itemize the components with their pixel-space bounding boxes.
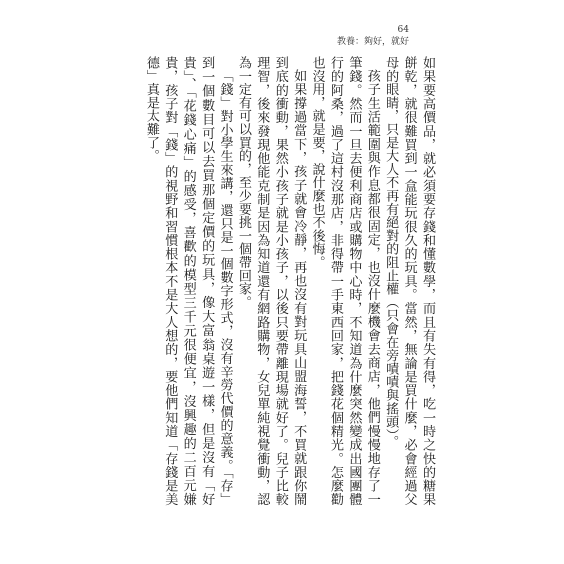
paragraph-1: 如果要高價品，就必須要存錢和懂數學，而且有失有得，吃一時之快的糖果餅乾，就很難買到一盒能玩很久的玩具。當然，無論是買什麼，必會經過父母的眼睛，只是大人不再有絕對的阻止權（只會在旁嘖嘖與搖頭）。 (383, 56, 435, 506)
paragraph-2: 孩子生活範圍與作息都很固定，也沒什麼機會去商店，他們慢慢地存了一筆錢。然而一旦去便利商店或購物中心時，不知道為什麼突然變成出國團體行的阿桑，過了這村沒那店，非得帶一手東西回家，把錢花個精光。怎麼勸也沒用，就是要，說什麼也不後悔。 (309, 56, 380, 506)
vertical-body-text (142, 56, 437, 506)
paragraph-3: 如果撐過當下，孩子就會冷靜，再也沒有對玩具山盟海誓，不買就跟你鬧到底的衝動，果然小孩子就是小孩子，以後只要帶離現場就好了。兒子比較理智，後來發現他能克制是因為知道還有網路購物，女兒單純視覺衝動，認為一定有可以買的，至少要挑一個帶回家。 (235, 56, 307, 506)
page-number: 64 (397, 25, 409, 35)
running-title: 教養：夠好，就好 (336, 37, 409, 47)
page-header (337, 24, 409, 48)
paragraph-4: 「錢」對小學生來講，還只是一個數字形式，沒有辛勞代價的意義。「存」到一個數目可以去買那個定價的玩具，像大富翁桌遊一樣，但是沒有「好貴」、「花錢心痛」的感受，喜歡的模型三千元很便宜，沒興趣的二百元嫌貴，孩子對「錢」的視野和習慣根本不是大人想的，要他們知道「存錢是美德」真是太難了。 (143, 56, 233, 506)
